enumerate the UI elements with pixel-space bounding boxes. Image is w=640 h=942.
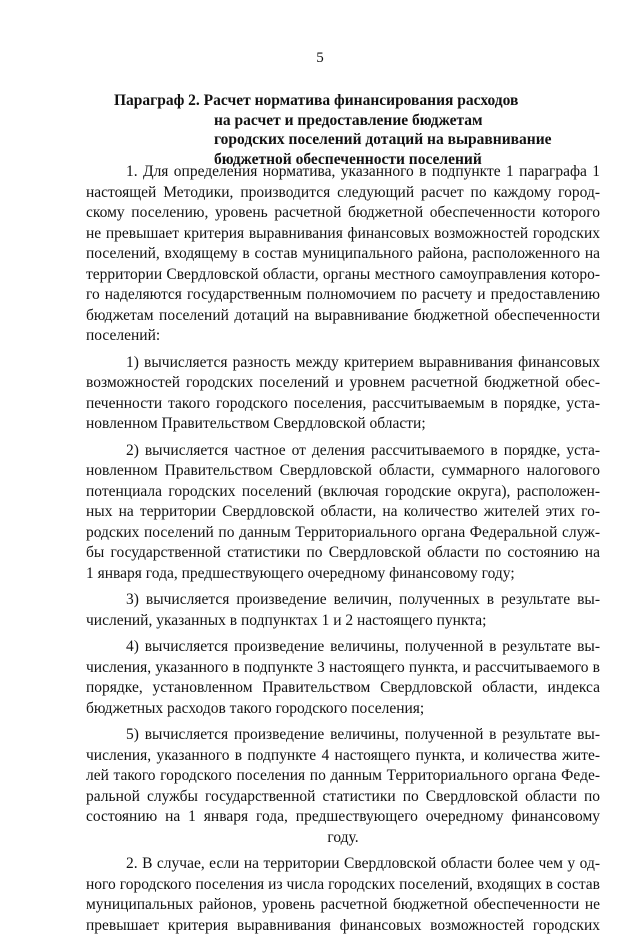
section-heading	[114, 91, 554, 169]
text-line: потенциала городских поселений (включая городские округа), расположен-	[86, 482, 600, 500]
paragraph	[86, 725, 600, 848]
paragraph	[86, 441, 600, 585]
text-line: 4) вычисляется произведение величины, полученной в результате вы-	[126, 638, 600, 655]
text-line: числения, указанного в подпункте 4 настоящего пункта, и количества жите-	[86, 746, 600, 764]
paragraph	[86, 353, 600, 435]
heading-line: на расчет и предоставление бюджетам	[214, 111, 483, 129]
body-text	[86, 162, 600, 942]
text-line: бы государственной статистики по Свердловской области по состоянию на	[86, 544, 600, 561]
text-line: территории Свердловской области, органы местного самоуправления которо-	[86, 265, 600, 283]
paragraph	[86, 590, 600, 631]
text-line: ного городского поселения из числа городских поселений, входящих в состав	[86, 875, 600, 893]
text-line: превышает критерия выравнивания финансовых возможностей городских	[86, 916, 600, 934]
text-line: состоянию на 1 января года, предшествующего очередному финансовому	[86, 808, 600, 825]
text-line: поселений:	[86, 327, 161, 344]
text-line: 1. Для определения норматива, указанного в подпункте 1 параграфа 1	[126, 163, 600, 180]
text-line: году.	[327, 828, 359, 846]
text-line: 3) вычисляется произведение величин, полученных в результате вы-	[126, 591, 600, 608]
heading-line: бюджетной обеспеченности поселений	[214, 150, 482, 168]
text-line: лей такого городского поселения по данным Территориального органа Феде-	[86, 767, 600, 784]
text-line: новленном Правительством Свердловской области;	[86, 415, 426, 432]
text-line: числения, указанного в подпункте 3 настоящего пункта, и рассчитываемого в	[86, 658, 600, 676]
text-line: ральной службы государственной статистики по Свердловской области по	[86, 787, 600, 805]
paragraph	[86, 854, 600, 936]
heading-line: городских поселений дотаций на выравнивание	[214, 131, 552, 148]
text-line: возможностей городских поселений и уровнем расчетной бюджетной обес-	[86, 374, 600, 391]
heading-line: Параграф 2. Расчет норматива финансирования расходов	[114, 92, 519, 109]
text-line: муниципальных районов, уровень расчетной бюджетной обеспеченности не	[86, 896, 600, 913]
text-line: порядке, установленном Правительством Свердловской области, индекса	[86, 679, 600, 696]
text-line: родских поселений по данным Территориального органа Федеральной служ-	[86, 523, 600, 541]
text-line: печенности такого городского поселения, рассчитываемым в порядке, уста-	[86, 394, 600, 412]
text-line: 5) вычисляется произведение величины, полученной в результате вы-	[126, 726, 600, 743]
text-line: скому поселению, уровень расчетной бюджетной обеспеченности которого	[86, 204, 600, 221]
text-line: го наделяются государственным полномочием по расчету и предоставлению	[86, 286, 600, 303]
text-line: 2. В случае, если на территории Свердловской области более чем у од-	[126, 855, 600, 872]
text-line: бюджетных расходов такого городского поселения;	[86, 699, 425, 717]
paragraph	[86, 162, 600, 347]
text-line: не превышает критерия выравнивания финансовых возможностей городских	[86, 224, 600, 242]
page-number: 5	[316, 50, 324, 66]
text-line: поселений, входящему в состав муниципального района, расположенного на	[86, 245, 600, 262]
text-line: настоящей Методики, производится следующий расчет по каждому город-	[86, 183, 600, 201]
text-line: ных на территории Свердловской области, на количество жителей этих го-	[86, 503, 600, 520]
text-line: числений, указанных в подпунктах 1 и 2 настоящего пункта;	[86, 611, 487, 629]
text-line: 1 января года, предшествующего очередному финансовому году;	[86, 564, 515, 582]
text-line: новленном Правительством Свердловской области, суммарного налогового	[86, 462, 600, 479]
paragraph	[86, 637, 600, 719]
text-line: 1) вычисляется разность между критерием выравнивания финансовых	[126, 353, 600, 371]
text-line: 2) вычисляется частное от деления рассчитываемого в порядке, уста-	[126, 441, 600, 459]
text-line: бюджетам поселений дотаций на выравнивание бюджетной обеспеченности	[86, 306, 600, 324]
